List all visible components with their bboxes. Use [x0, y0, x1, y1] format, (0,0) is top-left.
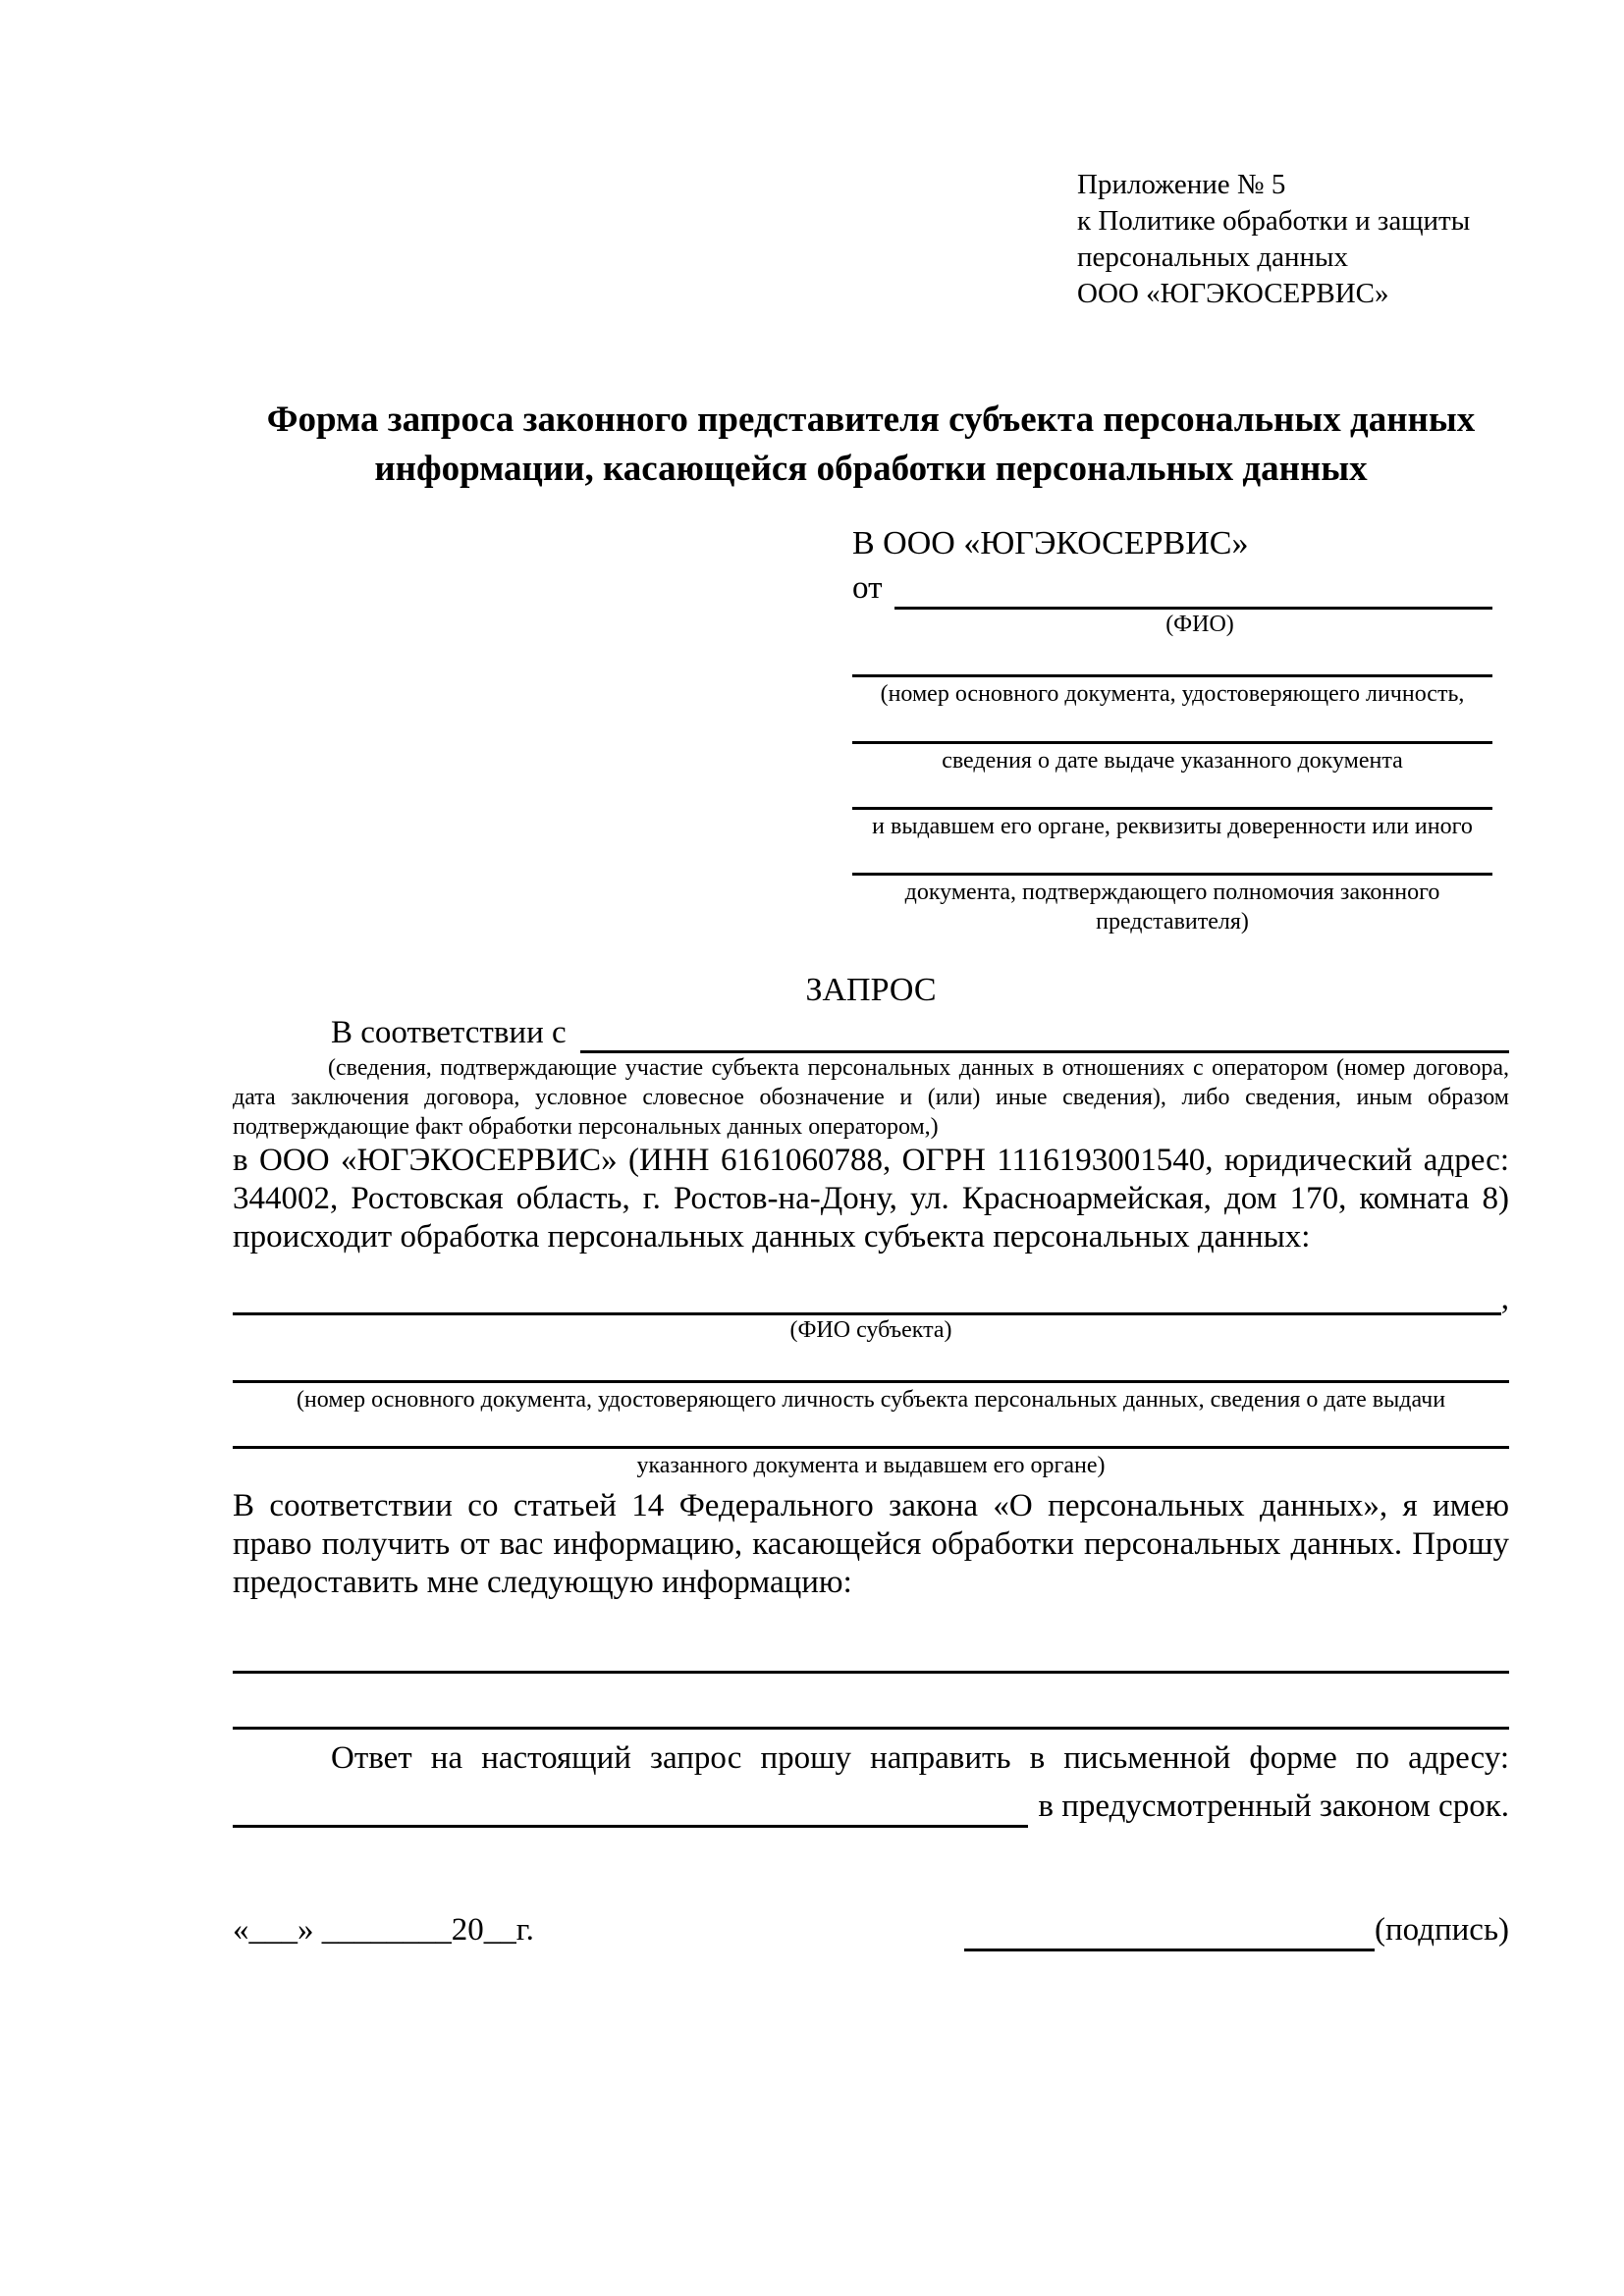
subject-fio-row — [233, 1276, 1509, 1315]
appendix-header-line: ООО «ЮГЭКОСЕРВИС» — [1077, 278, 1389, 309]
reply-paragraph: Ответ на настоящий запрос прошу направить в письменной форме по адресу: — [331, 1740, 1509, 1776]
document-title — [233, 396, 1509, 494]
subject-doc-field — [233, 1345, 1509, 1415]
field-caption: сведения о дате выдаче указанного документа — [942, 748, 1403, 774]
request-heading: ЗАПРОС — [805, 972, 937, 1008]
date-line: «___» ________20__г. — [233, 1912, 534, 1948]
fill-in-line — [852, 639, 1492, 677]
addressee-field — [852, 639, 1492, 709]
addressee-block — [852, 521, 1492, 936]
appendix-header — [1077, 167, 1509, 312]
reply-address-row — [233, 1785, 1509, 1828]
signature-caption: (подпись) — [1375, 1912, 1509, 1948]
footer-row — [233, 1908, 1509, 1951]
accordance-row — [233, 1012, 1509, 1053]
document-title-line1: Форма запроса законного представителя субъекта персональных данных — [266, 400, 1476, 440]
fill-in-line — [233, 1415, 1509, 1449]
signature-block — [964, 1908, 1509, 1951]
fill-in-line — [233, 1345, 1509, 1383]
addressee-field — [852, 841, 1492, 936]
law-paragraph: В соответствии со статьей 14 Федерального закона «О персональных данных», я имею право получить от вас информацию, касающейся обработки персональных данных. Прошу предоставить мне следующую информацию: — [233, 1488, 1509, 1600]
operator-paragraph: в ООО «ЮГЭКОСЕРВИС» (ИНН 6161060788, ОГРН 1116193001540, юридический адрес: 344002, Ростовская область, г. Ростов-на-Дону, ул. Красноармейская, дом 170, комната 8) происходит обработка персональных данных субъекта персональных данных: — [233, 1143, 1509, 1255]
fio-caption: (ФИО) — [1165, 612, 1234, 637]
appendix-header-line: к Политике обработки и защиты — [1077, 205, 1471, 237]
subject-doc-caption: (номер основного документа, удостоверяющего личность субъекта персональных данных, сведения о дате выдачи — [296, 1387, 1446, 1413]
fill-in-line — [852, 709, 1492, 744]
field-caption: (номер основного документа, удостоверяющего личность, — [880, 681, 1465, 707]
document-title-line2: информации, касающейся обработки персональных данных — [374, 449, 1368, 489]
fill-in-line — [233, 1674, 1509, 1730]
subject-fio-caption: (ФИО субъекта) — [789, 1317, 952, 1343]
fill-in-line — [233, 1788, 1028, 1828]
appendix-header-line: персональных данных — [1077, 241, 1349, 273]
fill-in-line — [852, 841, 1492, 876]
reply-tail: в предусмотренный законом срок. — [1038, 1789, 1509, 1824]
addressee-field — [852, 775, 1492, 841]
from-row — [852, 566, 1492, 610]
trailing-comma: , — [1500, 1281, 1509, 1316]
subject-doc-field — [233, 1415, 1509, 1480]
accordance-prefix: В соответствии с — [331, 1015, 567, 1050]
appendix-header-line: Приложение № 5 — [1077, 169, 1286, 200]
fill-in-line — [233, 1637, 1509, 1674]
fill-in-line — [233, 1303, 1501, 1315]
field-caption: и выдавшем его органе, реквизиты доверенности или иного — [872, 814, 1473, 839]
field-caption: документа, подтверждающего полномочия законного представителя) — [904, 880, 1440, 934]
fill-in-line — [580, 1015, 1509, 1053]
addressee-field — [852, 709, 1492, 775]
fill-in-line — [852, 775, 1492, 810]
fill-in-line — [894, 569, 1493, 610]
signature-line — [964, 1911, 1375, 1951]
addressee-organization: В ООО «ЮГЭКОСЕРВИС» — [852, 525, 1249, 561]
from-label: от — [852, 570, 883, 606]
subject-doc-caption: указанного документа и выдавшем его органе) — [636, 1453, 1106, 1478]
accordance-caption: (сведения, подтверждающие участие субъекта персональных данных в отношениях с оператором (номер договора, дата заключения договора, условное словесное обозначение и (или) иные сведения), либо сведения, иным образом подтверждающие факт обработки персональных данных оператором,) — [233, 1055, 1509, 1140]
